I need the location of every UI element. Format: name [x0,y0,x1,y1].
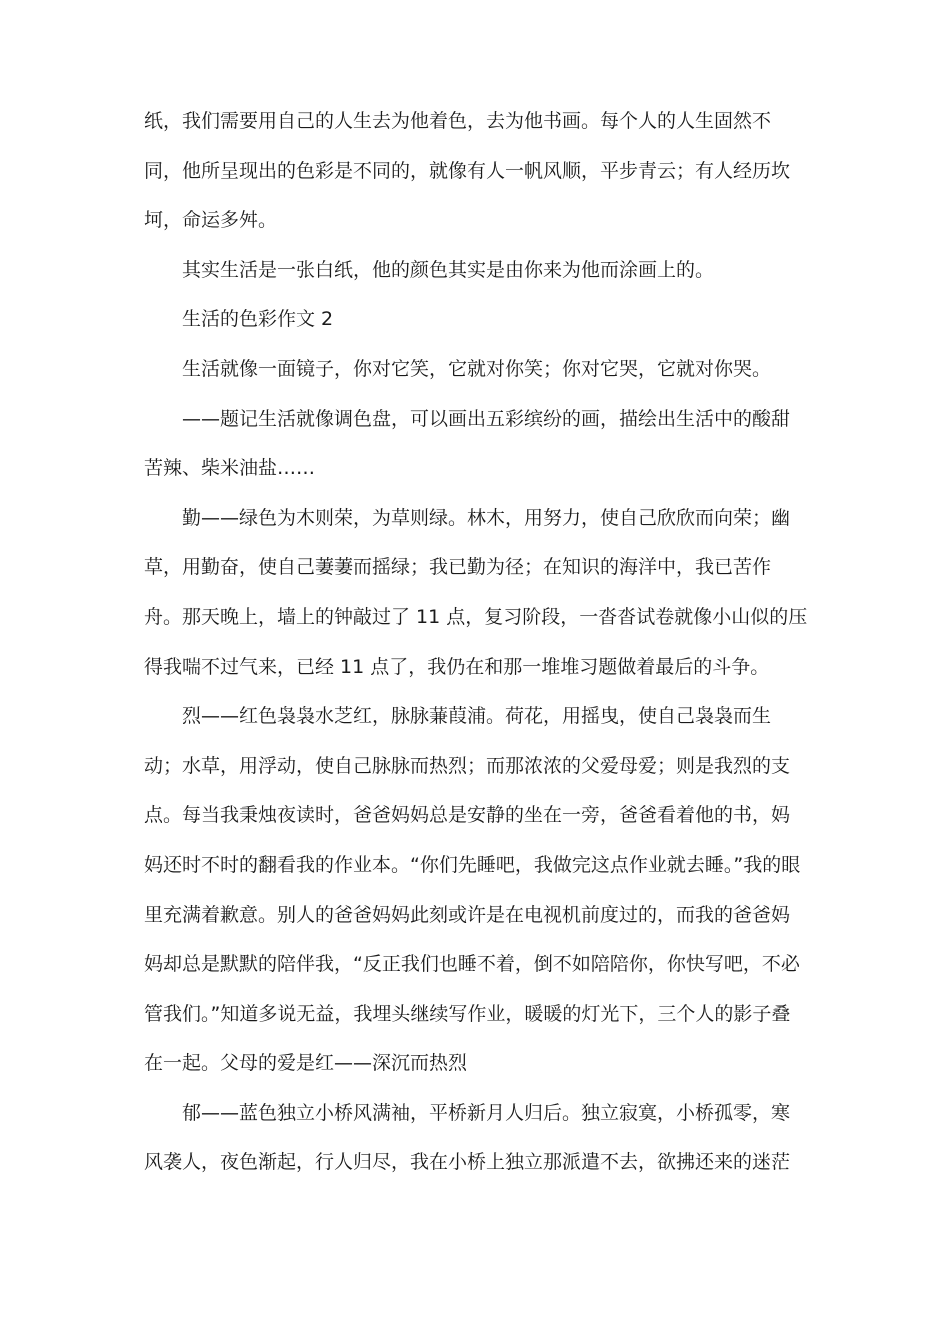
paragraph: 郁——蓝色独立小桥风满袖，平桥新月人归后。独立寂寞，小桥孤零，寒风袭人，夜色渐起，行人归尽，我在小桥上独立那派遣不去，欲拂还来的迷茫 [144,1101,791,1174]
paragraph-continuation: 纸，我们需要用自己的人生去为他着色，去为他书画。每个人的人生固然不同，他所呈现出的色彩是不同的，就像有人一帆风顺，平步青云；有人经历坎坷，命运多舛。 [144,110,791,232]
paragraph: 勤——绿色为木则荣，为草则绿。林木，用努力，使自己欣欣而向荣；幽草，用勤奋，使自己萋萋而摇绿；我已勤为径；在知识的海洋中，我已苦作舟。那天晚上，墙上的钟敲过了 11 点，复习阶段，一沓沓试卷就像小山似的压得我喘不过气来，已经 11 点了，我仍在和那一堆堆习题做着最后的斗争。 [144,506,808,678]
document-body [144,97,808,1188]
paragraph: ——题记生活就像调色盘，可以画出五彩缤纷的画，描绘出生活中的酸甜苦辣、柴米油盐…… [144,407,791,480]
paragraph: 生活就像一面镜子，你对它笑，它就对你笑；你对它哭，它就对你哭。 [182,357,772,380]
section-heading: 生活的色彩作文 2 [182,308,334,331]
paragraph: 其实生活是一张白纸，他的颜色其实是由你来为他而涂画上的。 [182,258,715,281]
paragraph: 烈——红色袅袅水芝红，脉脉蒹葭浦。荷花，用摇曳，使自己袅袅而生动；水草，用浮动，使自己脉脉而热烈；而那浓浓的父爱母爱；则是我烈的支点。每当我秉烛夜读时，爸爸妈妈总是安静的坐在一旁，爸爸看着他的书，妈妈还时不时的翻看我的作业本。“你们先睡吧，我做完这点作业就去睡。”我的眼里充满着歉意。别人的爸爸妈妈此刻或许是在电视机前度过的，而我的爸爸妈妈却总是默默的陪伴我，“反正我们也睡不着，倒不如陪陪你，你快写吧，不必管我们。”知道多说无益，我埋头继续写作业，暖暖的灯光下，三个人的影子叠在一起。父母的爱是红——深沉而热烈 [144,705,801,1075]
